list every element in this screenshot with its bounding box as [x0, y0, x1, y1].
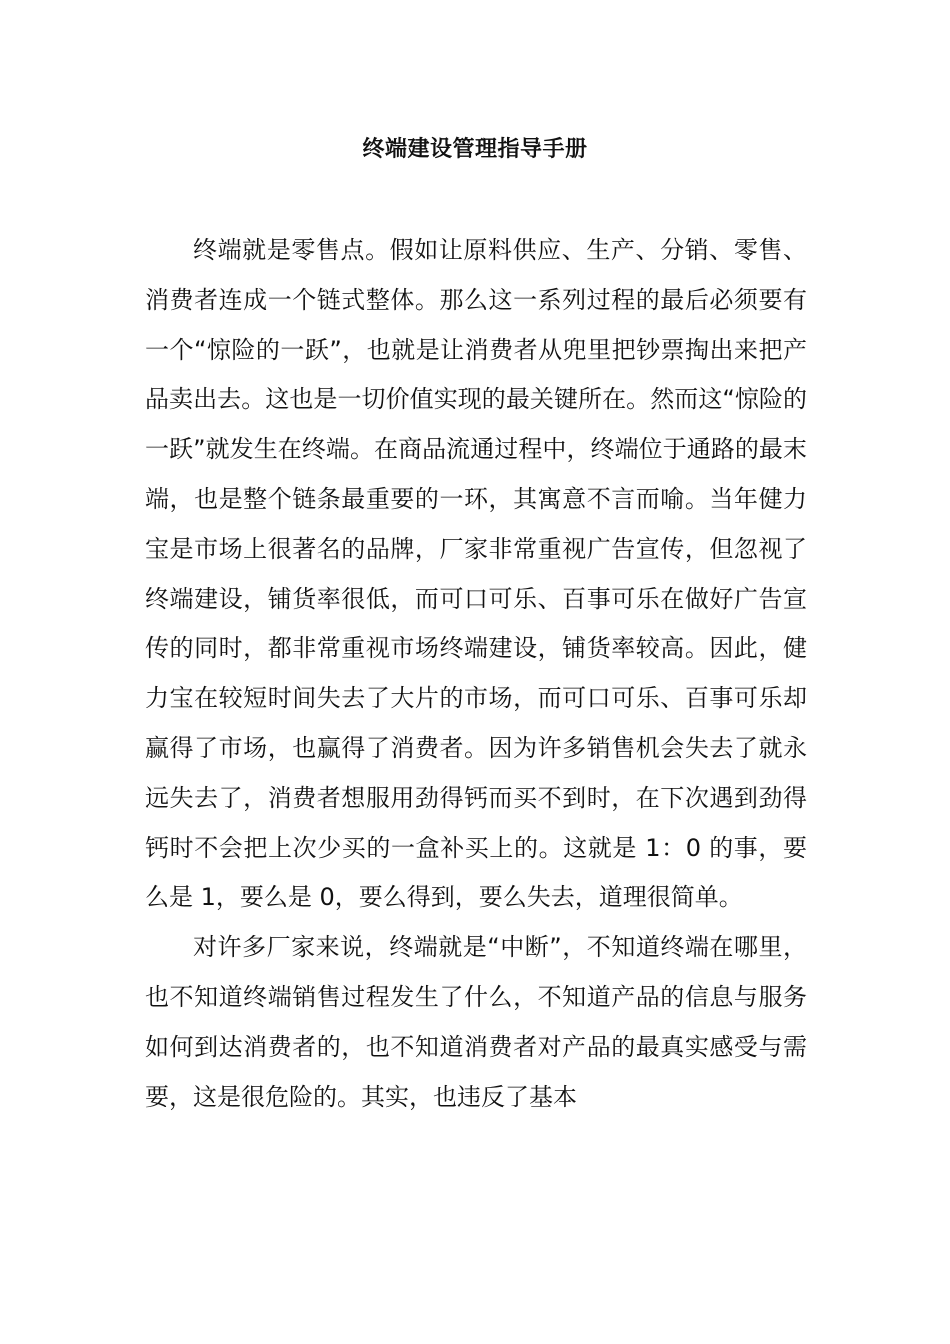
paragraph-2: 对许多厂家来说，终端就是“中断”，不知道终端在哪里，也不知道终端销售过程发生了什么，不知道产品的信息与服务如何到达消费者的，也不知道消费者对产品的最真实感受与需要，这是很危险的。其实，也违反了基本 — [145, 933, 807, 1111]
paragraph-1: 终端就是零售点。假如让原料供应、生产、分销、零售、消费者连成一个链式整体。那么这一系列过程的最后必须要有一个“惊险的一跃”，也就是让消费者从兜里把钞票掏出来把产品卖出去。这也是一切价值实现的最关键所在。然而这“惊险的一跃”就发生在终端。在商品流通过程中，终端位于通路的最末端，也是整个链条最重要的一环，其寓意不言而喻。当年健力宝是市场上很著名的品牌，厂家非常重视广告宣传，但忽视了终端建设，铺货率很低，而可口可乐、百事可乐在做好广告宣传的同时，都非常重视市场终端建设，铺货率较高。因此，健力宝在较短时间失去了大片的市场，而可口可乐、百事可乐却赢得了市场，也赢得了消费者。因为许多销售机会失去了就永远失去了，消费者想服用劲得钙而买不到时，在下次遇到劲得钙时不会把上次少买的一盒补买上的。这就是 1：0 的事，要么是 1，要么是 0，要么得到，要么失去，道理很简单。 — [145, 236, 807, 912]
document-title: 终端建设管理指导手册 — [362, 137, 588, 162]
document-body — [145, 226, 807, 1122]
